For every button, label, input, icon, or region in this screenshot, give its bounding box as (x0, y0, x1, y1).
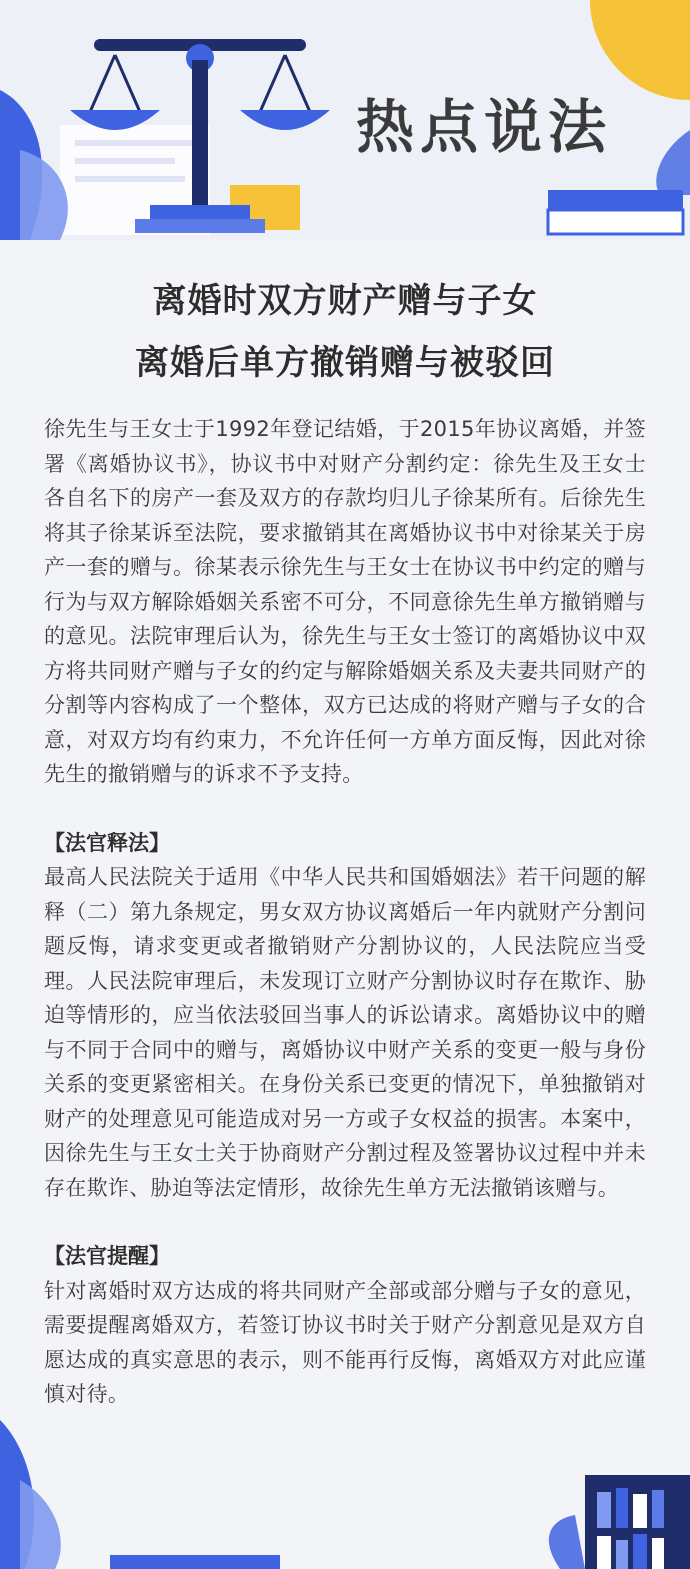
scale-pan-right (240, 110, 330, 130)
judge-explanation-body: 最高人民法院关于适用《中华人民共和国婚姻法》若干问题的解释（二）第九条规定，男女双方协议离婚后一年内就财产分割问题反悔，请求变更或者撤销财产分割协议的，人民法院应当受理。人民法院审理后，未发现订立财产分割协议时存在欺诈、胁迫等情形的，应当依法驳回当事人的诉讼请求。离婚协议中的赠与不同于合同中的赠与，离婚协议中财产关系的变更一般与身份关系的变更紧密相关。在身份关系已变更的情况下，单独撤销对财产的处理意见可能造成对另一方或子女权益的损害。本案中，因徐先生与王女士关于协商财产分割过程及签署协议过程中并未存在欺诈、胁迫等法定情形，故徐先生单方无法撤销该赠与。 (44, 865, 646, 1200)
judge-explanation-heading: 【法官释法】 (44, 830, 170, 855)
judge-reminder-body: 针对离婚时双方达成的将共同财产全部或部分赠与子女的意见，需要提醒离婚双方，若签订协议书时关于财产分割意见是双方自愿达成的真实意思的表示，则不能再行反悔，离婚双方对此应谨慎对待。 (44, 1278, 646, 1406)
article-title-line1: 离婚时双方财产赠与子女 (152, 281, 538, 321)
scale-pillar (192, 60, 208, 210)
header-banner (0, 0, 690, 240)
case-paragraph: 徐先生与王女士于1992年登记结婚，于2015年协议离婚，并签署《离婚协议书》，协议书中对财产分割约定：徐先生及王女士各自名下的房产一套及双方的存款均归儿子徐某所有。后徐先生将其子徐某诉至法院，要求撤销其在离婚协议书中对徐某关于房产一套的赠与。徐某表示徐先生与王女士在协议书中约定的赠与行为与双方解除婚姻关系密不可分，不同意徐先生单方撤销赠与的意见。法院审理后认为，徐先生与王女士签订的离婚协议中双方将共同财产赠与子女的约定与解除婚姻关系及夫妻共同财产的分割等内容构成了一个整体，双方已达成的将财产赠与子女的合意，对双方均有约束力，不允许任何一方单方面反悔，因此对徐先生的撤销赠与的诉求不予支持。 (44, 417, 646, 786)
judge-reminder-heading: 【法官提醒】 (44, 1244, 170, 1268)
sun-decoration (590, 0, 690, 100)
banner-title: 热点说法 (356, 93, 613, 161)
article-title-line2: 离婚后单方撤销赠与被驳回 (135, 343, 555, 383)
footer-decoration (0, 1420, 690, 1569)
footer-illustration (0, 1420, 690, 1569)
book-bottom (548, 210, 683, 234)
article-content (44, 240, 646, 1412)
